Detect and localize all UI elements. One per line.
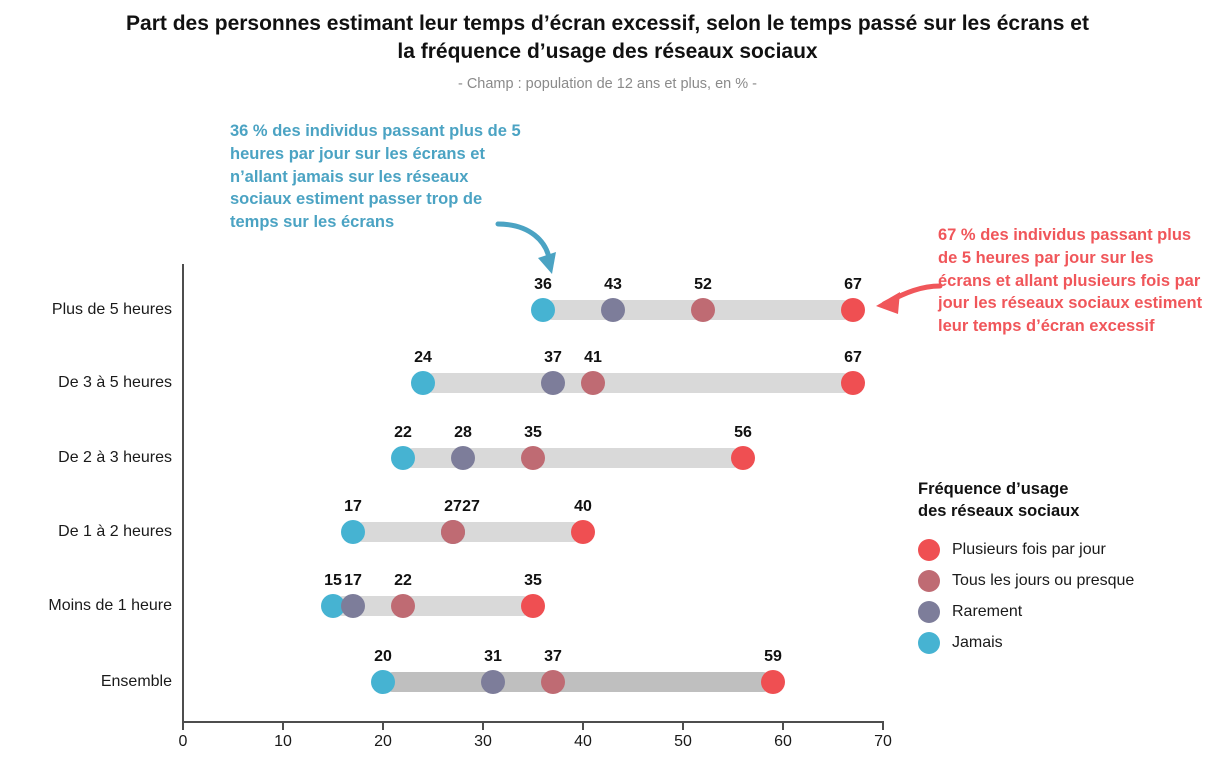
data-point[interactable] [691, 298, 715, 322]
x-tick-mark [382, 723, 384, 730]
x-tick-label: 40 [574, 733, 592, 750]
annotation-blue-arrow [492, 218, 572, 288]
data-point[interactable] [391, 446, 415, 470]
data-point-label: 22 [394, 572, 412, 589]
data-point[interactable] [531, 298, 555, 322]
legend-item[interactable] [918, 628, 1208, 659]
legend-item-label: Plusieurs fois par jour [952, 541, 1106, 559]
legend-item-label: Jamais [952, 634, 1003, 652]
data-point-label: 37 [544, 648, 562, 665]
legend-swatch-icon [918, 601, 940, 623]
data-point-label: 15 [324, 572, 342, 589]
chart-subtitle: - Champ : population de 12 ans et plus, en % - [457, 76, 758, 92]
data-point[interactable] [521, 594, 545, 618]
annotation-blue: 36 % des individus passant plus de 5 heures par jour sur les écrans et n’allant jamais sur les réseaux sociaux estiment passer trop de temps sur les écrans [230, 122, 521, 232]
data-point[interactable] [841, 298, 865, 322]
data-point-label: 35 [524, 572, 542, 589]
x-tick-mark [882, 723, 884, 730]
data-point[interactable] [541, 371, 565, 395]
data-point-label: 17 [344, 498, 362, 515]
x-tick-mark [582, 723, 584, 730]
category-label: Plus de 5 heures [51, 301, 172, 318]
data-point-label: 28 [454, 424, 472, 441]
category-label: Ensemble [100, 673, 172, 690]
data-point[interactable] [841, 371, 865, 395]
x-tick-mark [782, 723, 784, 730]
data-point[interactable] [441, 520, 465, 544]
legend-swatch-icon [918, 632, 940, 654]
data-point-label: 36 [534, 276, 552, 293]
data-point[interactable] [731, 446, 755, 470]
data-point-label: 67 [844, 349, 862, 366]
annotation-red-arrow [866, 278, 946, 328]
legend-item[interactable] [918, 535, 1208, 566]
data-point[interactable] [341, 520, 365, 544]
data-point[interactable] [581, 371, 605, 395]
annotation-red: 67 % des individus passant plus de 5 heures par jour sur les écrans et allant plusieurs fois par jour les réseaux sociaux estiment leur temps d’écran excessif [938, 226, 1203, 336]
data-point-label: 37 [544, 349, 562, 366]
data-point-label: 40 [574, 498, 592, 515]
data-point-label: 43 [604, 276, 622, 293]
data-point[interactable] [411, 371, 435, 395]
data-point-label: 17 [344, 572, 362, 589]
x-axis-line [182, 721, 884, 723]
data-point-label: 59 [764, 648, 782, 665]
y-axis-line [182, 264, 184, 722]
category-label: De 2 à 3 heures [58, 449, 172, 466]
x-tick-label: 0 [178, 733, 188, 750]
data-point-label: 52 [694, 276, 712, 293]
data-point[interactable] [761, 670, 785, 694]
data-point[interactable] [391, 594, 415, 618]
legend-swatch-icon [918, 539, 940, 561]
data-point[interactable] [571, 520, 595, 544]
chart-title: Part des personnes estimant leur temps d’écran excessif, selon le temps passé sur les écrans et la fréquence d’usage des réseaux sociaux [126, 12, 1089, 64]
x-tick-label: 50 [674, 733, 692, 750]
range-bar [353, 522, 583, 542]
legend-item-label: Tous les jours ou presque [952, 572, 1135, 590]
x-tick-label: 70 [874, 733, 892, 750]
data-point-label: 20 [374, 648, 392, 665]
data-point-label: 56 [734, 424, 752, 441]
x-tick-mark [282, 723, 284, 730]
legend-title-line1: Fréquence d’usage [918, 480, 1069, 498]
legend-items [918, 535, 1208, 659]
range-bar [383, 672, 773, 692]
x-tick-label: 20 [374, 733, 392, 750]
legend-item-label: Rarement [952, 603, 1023, 621]
range-bar [423, 373, 853, 393]
data-point-label: 27 [462, 498, 480, 515]
data-point[interactable] [601, 298, 625, 322]
legend-item[interactable] [918, 566, 1208, 597]
data-point-label: 22 [394, 424, 412, 441]
data-point[interactable] [481, 670, 505, 694]
x-tick-label: 30 [474, 733, 492, 750]
legend-swatch-icon [918, 570, 940, 592]
category-label: De 3 à 5 heures [58, 374, 172, 391]
data-point-label: 35 [524, 424, 542, 441]
data-point-label: 67 [844, 276, 862, 293]
data-point-label: 24 [414, 349, 432, 366]
x-tick-label: 60 [774, 733, 792, 750]
data-point-label: 31 [484, 648, 502, 665]
data-point[interactable] [541, 670, 565, 694]
data-point[interactable] [371, 670, 395, 694]
legend [918, 478, 1208, 659]
x-tick-mark [182, 723, 184, 730]
legend-item[interactable] [918, 597, 1208, 628]
category-label: Moins de 1 heure [48, 597, 172, 614]
legend-title [918, 478, 1208, 523]
x-tick-label: 10 [274, 733, 292, 750]
x-tick-mark [482, 723, 484, 730]
data-point-label: 27 [444, 498, 462, 515]
data-point-label: 41 [584, 349, 602, 366]
category-label: De 1 à 2 heures [58, 523, 172, 540]
data-point[interactable] [451, 446, 475, 470]
data-point[interactable] [341, 594, 365, 618]
x-tick-mark [682, 723, 684, 730]
legend-title-line2: des réseaux sociaux [918, 502, 1080, 521]
data-point[interactable] [521, 446, 545, 470]
